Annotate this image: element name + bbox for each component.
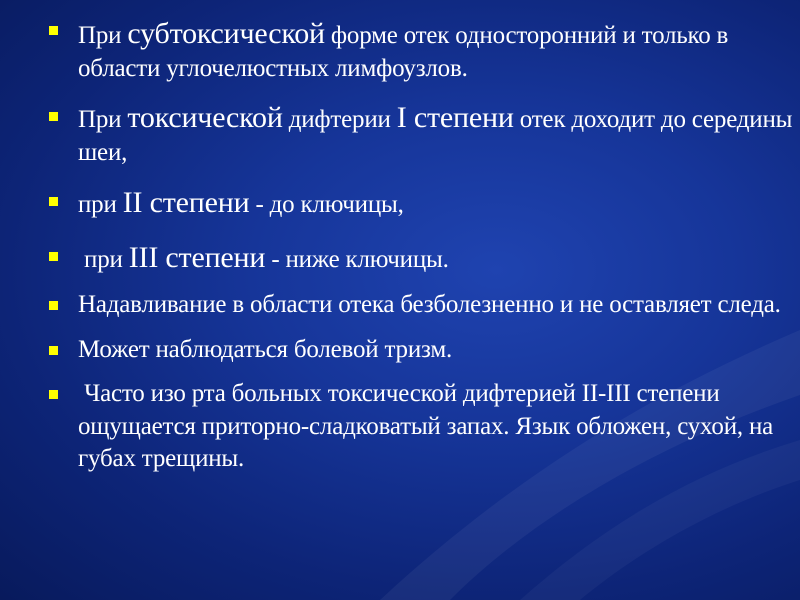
- bullet-item: [48, 14, 796, 86]
- bullet-marker: [49, 390, 58, 399]
- bullet-marker: [49, 301, 58, 310]
- bullet-item: [48, 98, 796, 170]
- bullet-text: При токсической дифтерии I степени отек доходит до середины шеи,: [78, 100, 793, 166]
- bullet-marker: [49, 197, 58, 206]
- bullet-marker: [49, 26, 58, 35]
- bullet-marker: [49, 346, 58, 355]
- bullet-text: Часто изо рта больных токсической дифтерией II-III степени ощущается приторно-сладковатый запах. Язык обложен, сухой, на губах трещины.: [78, 380, 780, 472]
- bullet-text: при III степени - ниже ключицы.: [78, 241, 449, 274]
- bullet-item: [48, 378, 796, 476]
- bullet-marker: [49, 112, 58, 121]
- bullet-text: Может наблюдаться болевой тризм.: [78, 335, 453, 363]
- bullet-text: при II степени - до ключицы,: [78, 186, 404, 219]
- bullet-item: [48, 334, 796, 367]
- bullet-item: [48, 183, 796, 222]
- bullet-item: [48, 238, 796, 277]
- bullet-text: При субтоксической форме отек односторонний и только в области углочелюстных лимфоузлов.: [78, 17, 729, 82]
- bullet-marker: [49, 252, 58, 261]
- bullet-list: [48, 14, 796, 476]
- bullet-text: Надавливание в области отека безболезненно и не оставляет следа.: [78, 291, 781, 318]
- bullet-item: [48, 289, 796, 322]
